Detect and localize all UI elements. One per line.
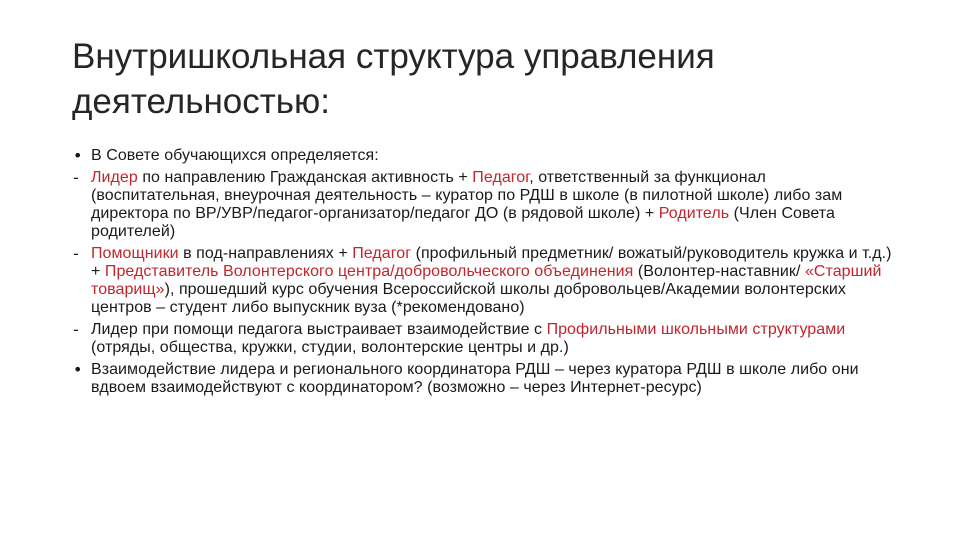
text-segment: (профильный предметник/ вожатый/руководитель кружка и т.д.) + xyxy=(91,245,892,280)
text-segment: Лидер при помощи педагога выстраивает взаимодействие с xyxy=(91,321,547,338)
list-item xyxy=(72,321,892,357)
list-item xyxy=(72,169,892,241)
highlighted-term: Педагог xyxy=(472,169,530,186)
bullet-marker: • xyxy=(73,146,83,165)
slide-title: Внутришкольная структура управления деятельностью: xyxy=(72,37,715,121)
list-item-text xyxy=(91,361,859,396)
text-segment: В Совете обучающихся определяется: xyxy=(91,147,379,164)
text-segment: по направлению Гражданская активность + xyxy=(137,169,473,186)
slide-body xyxy=(72,147,892,401)
highlighted-term: Представитель Волонтерского центра/добровольческого объединения xyxy=(104,263,634,280)
dash-marker: - xyxy=(73,244,79,263)
text-segment: , ответственный за функционал (воспитательная, внеурочная деятельность – куратор по РДШ в школе (в пилотной школе) либо зам директора по ВР/УВР/педагог-организатор/педагог ДО (в рядовой школе) + xyxy=(91,169,843,222)
list-item-text xyxy=(91,147,379,164)
text-segment: (отряды, общества, кружки, студии, волонтерские центры и др.) xyxy=(91,339,569,356)
highlighted-term: Лидер xyxy=(91,169,138,186)
list-item-text xyxy=(91,245,891,316)
text-segment: (Член Совета родителей) xyxy=(91,205,835,240)
text-segment: (Волонтер-наставник/ xyxy=(633,263,805,280)
list-item-text xyxy=(91,321,845,356)
bullet-marker: • xyxy=(73,360,83,379)
list-item-text xyxy=(91,169,842,240)
list-item xyxy=(72,245,892,317)
highlighted-term: Помощники xyxy=(91,245,179,262)
highlighted-term: «Старший товарищ» xyxy=(91,263,882,298)
highlighted-term: Педагог xyxy=(352,245,412,262)
highlighted-term: Родитель xyxy=(658,205,730,222)
list-item xyxy=(72,361,892,397)
text-segment: ), прошедший курс обучения Всероссийской школы добровольцев/Академии волонтерских центров – студент либо выпускник вуза (*рекомендовано) xyxy=(91,281,846,316)
dash-marker: - xyxy=(73,320,79,339)
text-segment: в под-направлениях + xyxy=(178,245,353,262)
highlighted-term: Профильными школьными структурами xyxy=(546,321,846,338)
dash-marker: - xyxy=(73,168,79,187)
text-segment: Взаимодействие лидера и регионального координатора РДШ – через куратора РДШ в школе либо они вдвоем взаимодействуют с координатором? (возможно – через Интернет-ресурс) xyxy=(91,361,859,396)
list-item xyxy=(72,147,892,165)
